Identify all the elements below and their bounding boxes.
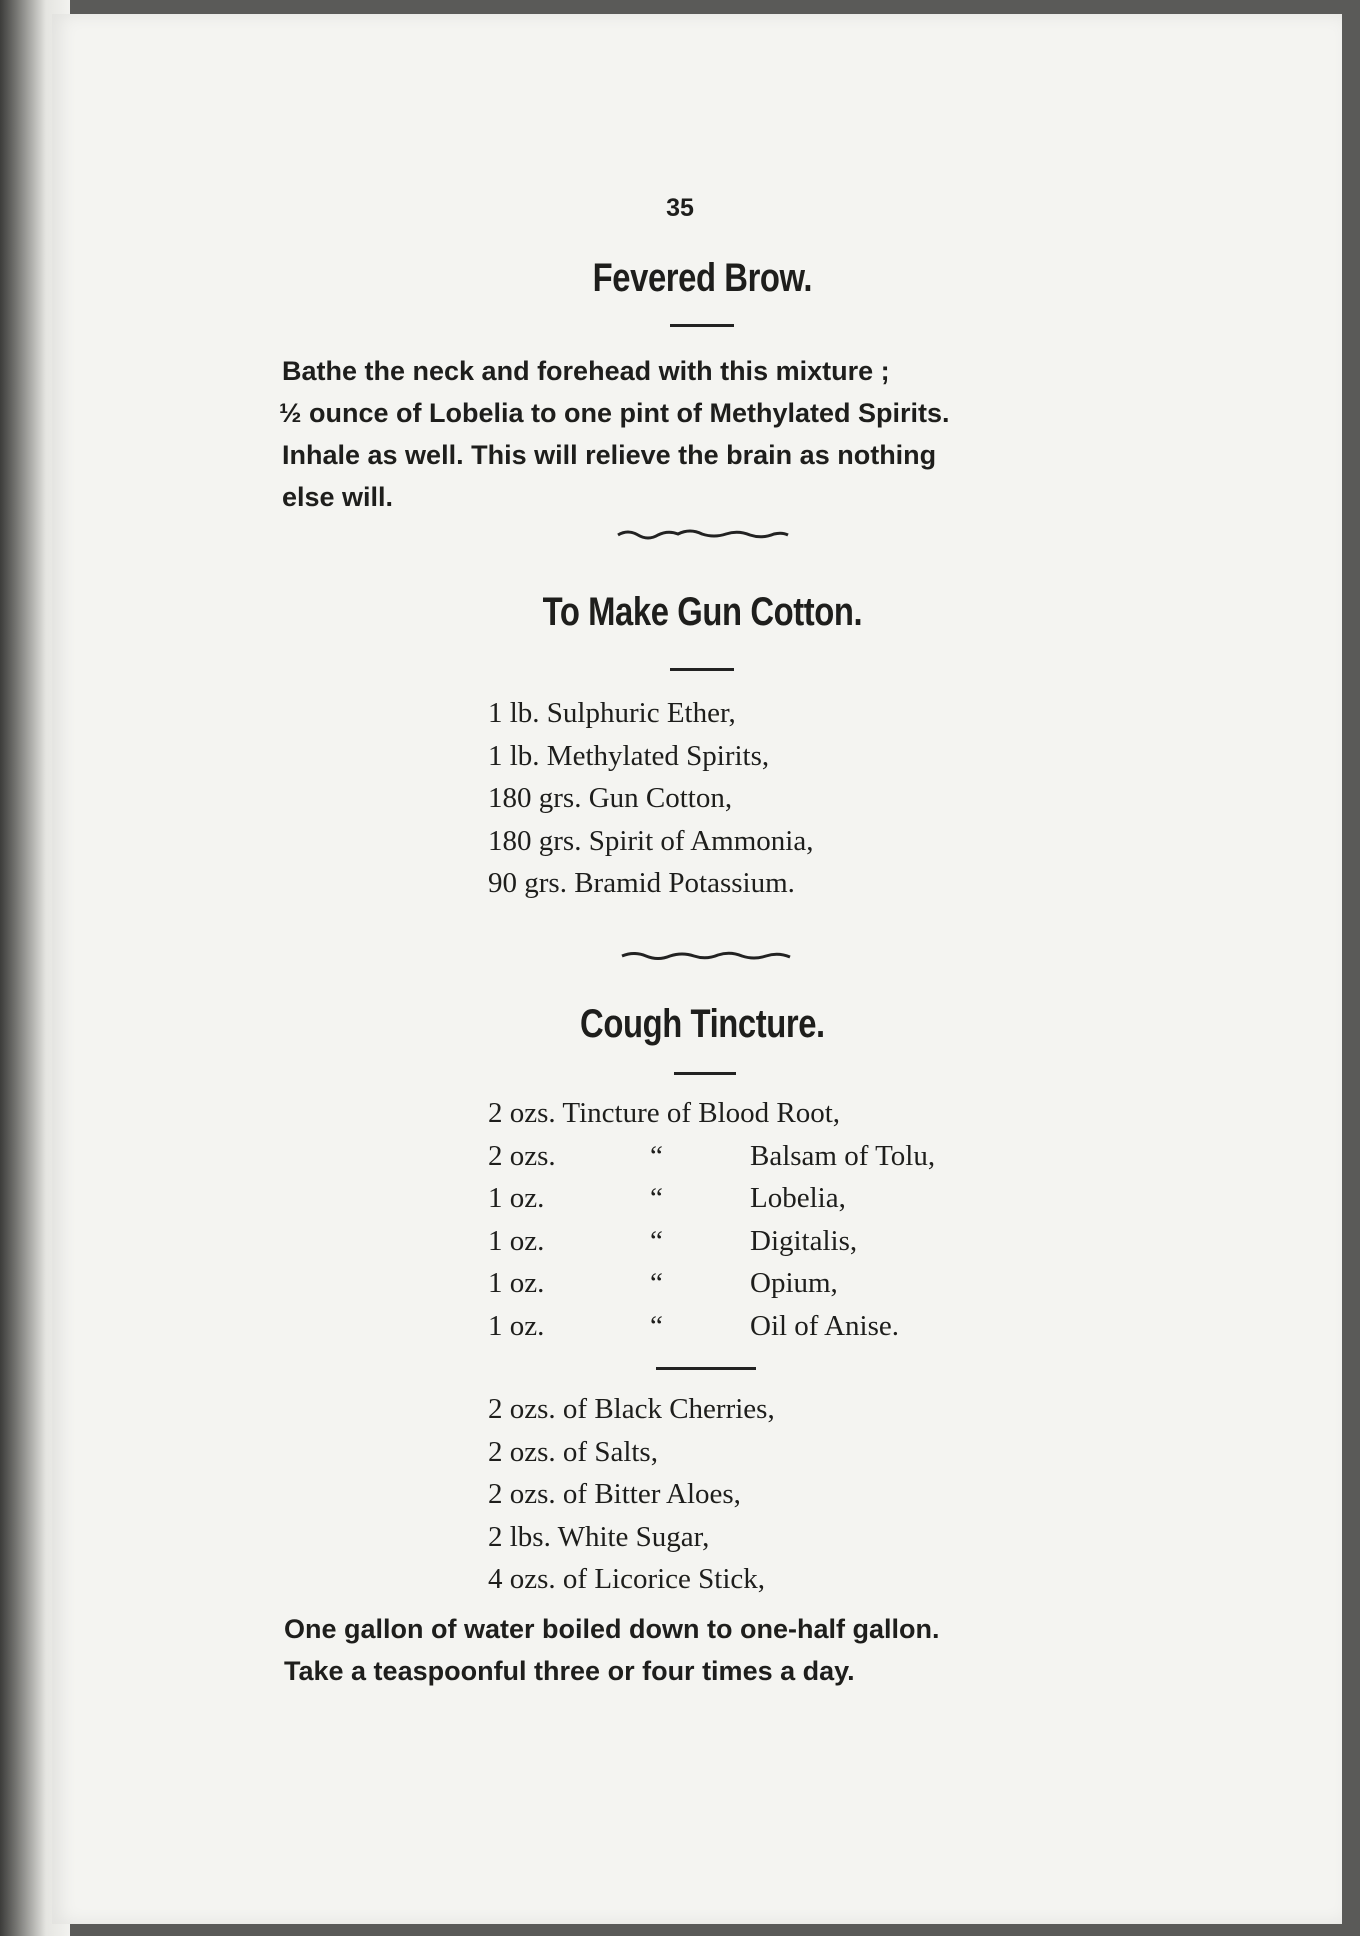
ditto-mark: “ [650,1182,663,1214]
ditto-mark: “ [650,1139,663,1172]
heading-gun-cotton: To Make Gun Cotton. [542,590,863,634]
list-item: 1 lb. Methylated Spirits, [488,739,770,772]
squiggle-divider [616,526,790,542]
qty-cell: 1 oz. [488,1224,545,1257]
ditto-mark: “ [650,1267,663,1299]
ditto-mark: “ [650,1224,663,1257]
paragraph-line: else will. [282,482,394,512]
ingredient-cell: Digitalis, [750,1224,858,1257]
heading-rule [674,1072,736,1075]
list-item: 180 grs. Gun Cotton, [488,782,733,814]
list-item: 2 ozs. of Salts, [488,1435,658,1468]
list-item: 2 lbs. White Sugar, [488,1520,710,1553]
section-rule [656,1367,756,1370]
heading-rule [670,324,734,327]
list-item: 2 ozs. of Black Cherries, [488,1393,775,1425]
heading-fevered-brow: Fevered Brow. [592,256,813,300]
qty-cell: 2 ozs. [488,1139,556,1172]
list-item: 2 ozs. of Bitter Aloes, [488,1478,741,1510]
closing-instructions [284,1608,1134,1692]
gun-cotton-ingredients [488,692,813,905]
ingredient-cell: Balsam of Tolu, [750,1139,936,1172]
paragraph-line: One gallon of water boiled down to one-half gallon. [284,1614,940,1644]
list-item: 4 ozs. of Licorice Stick, [488,1563,766,1595]
qty-cell: 1 oz. [488,1309,545,1342]
qty-cell: 2 ozs. Tincture of Blood Root, [488,1097,841,1129]
paragraph-line: Bathe the neck and forehead with this mixture ; [282,356,890,386]
ingredient-cell: Lobelia, [750,1182,846,1214]
paragraph-line: ½ ounce of Lobelia to one pint of Methylated Spirits. [279,398,950,428]
ingredient-cell: Opium, [750,1267,838,1299]
fevered-brow-paragraph [279,350,1126,518]
qty-cell: 1 oz. [488,1267,545,1299]
list-item: 180 grs. Spirit of Ammonia, [488,824,814,857]
paragraph-line: Inhale as well. This will relieve the brain as nothing [282,440,937,470]
paragraph-line: Take a teaspoonful three or four times a day. [284,1656,855,1686]
ingredient-cell: Oil of Anise. [750,1309,900,1342]
ditto-mark: “ [650,1309,663,1342]
qty-cell: 1 oz. [488,1182,545,1214]
page-number: 35 [666,194,694,222]
heading-cough-tincture: Cough Tincture. [580,1002,825,1046]
heading-rule [670,668,734,671]
list-item: 1 lb. Sulphuric Ether, [488,697,736,729]
list-item: 90 grs. Bramid Potassium. [488,867,795,899]
cough-tincture-extras [488,1388,775,1601]
squiggle-divider [620,948,792,964]
